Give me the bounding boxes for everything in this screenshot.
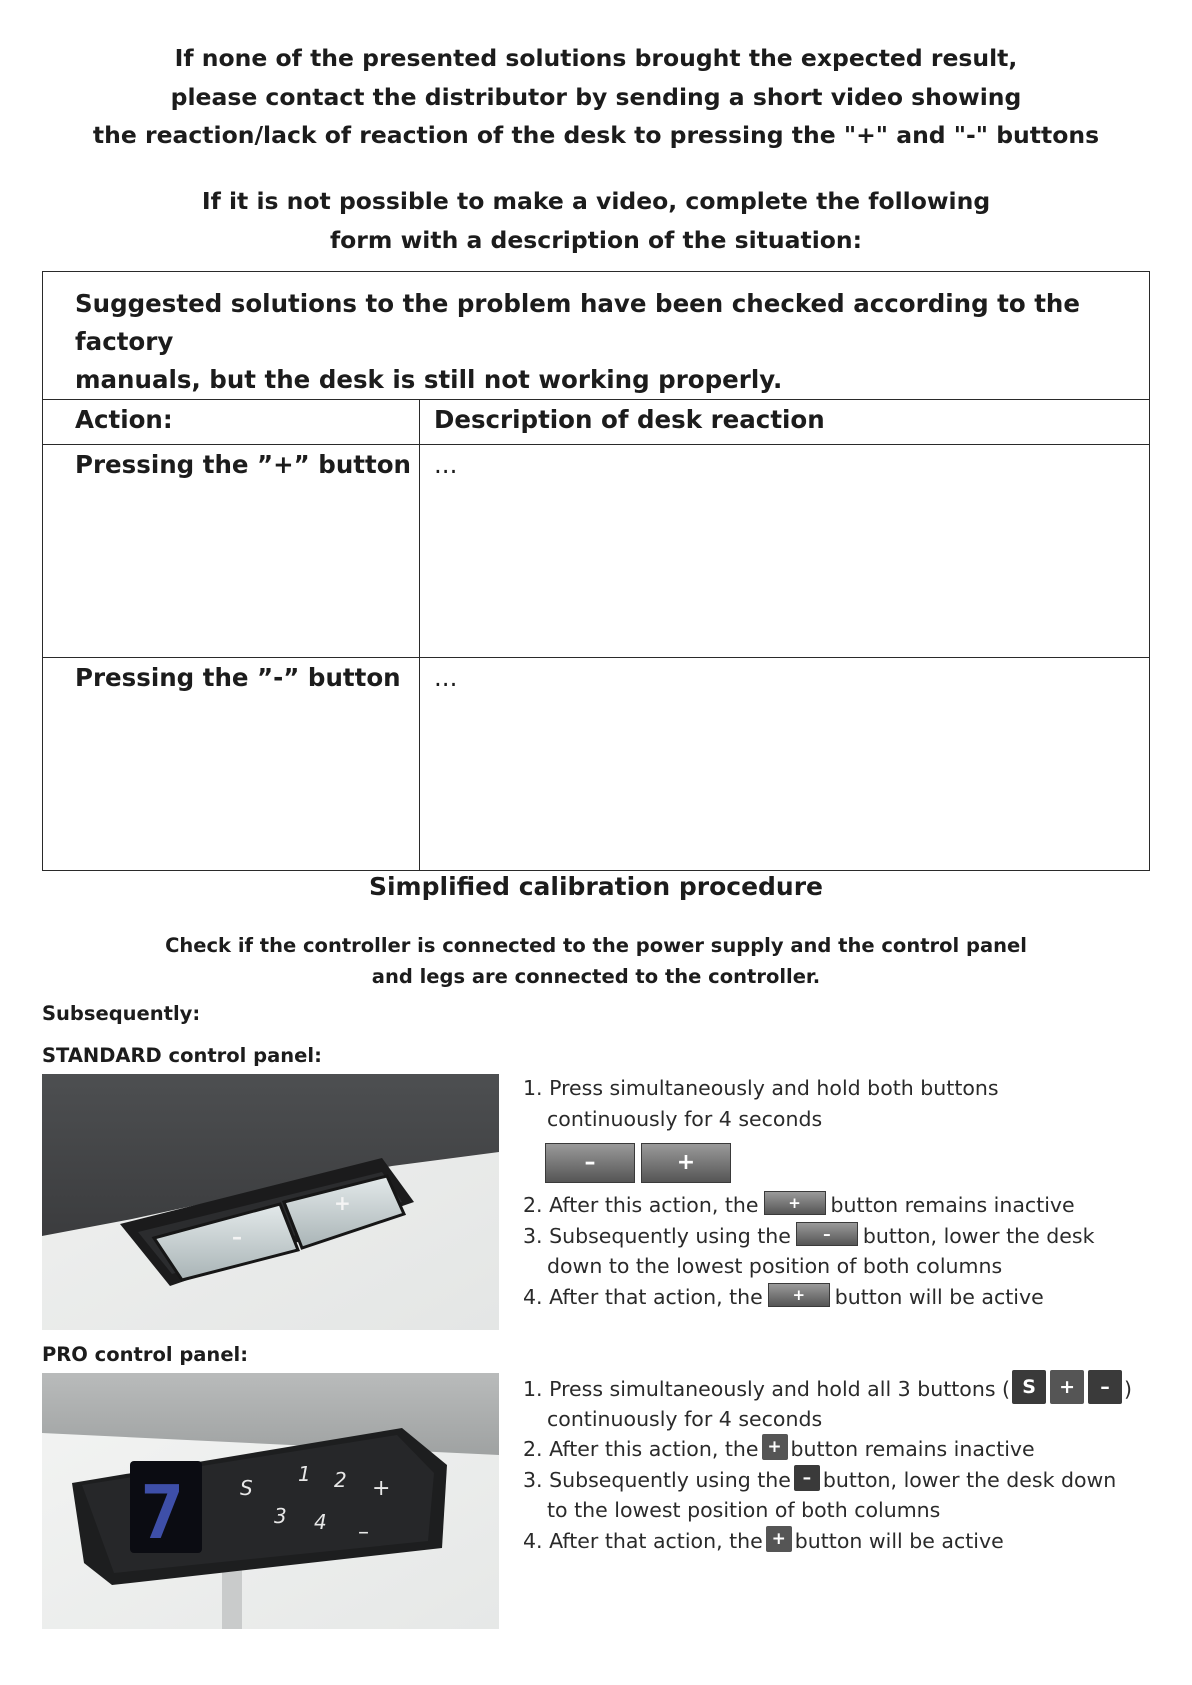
pro-steps <box>523 1373 1132 1556</box>
standard-button-pair <box>523 1134 1094 1190</box>
column-header-description: Description of desk reaction <box>420 400 1150 445</box>
situation-form <box>42 271 1150 871</box>
standard-panel-photo <box>42 1074 499 1330</box>
check-line: Check if the controller is connected to the power supply and the control panel <box>165 934 1027 957</box>
check-instructions <box>0 931 1192 992</box>
pro-step-2 <box>523 1434 1132 1465</box>
standard-step-2 <box>523 1190 1094 1221</box>
plus-button-icon: + <box>1050 1370 1084 1404</box>
minus-button-icon: – <box>794 1465 820 1491</box>
pro-key-2: 2 <box>334 1468 347 1492</box>
subsequently-label: Subsequently: <box>42 1002 201 1025</box>
step-text: button will be active <box>834 1284 1044 1309</box>
minus-button-icon: – <box>796 1222 858 1246</box>
standard-step-3 <box>523 1221 1094 1252</box>
standard-step-1-cont: continuously for 4 seconds <box>547 1106 823 1131</box>
step-text: 2. After this action, the <box>523 1193 759 1217</box>
description-cell-plus[interactable]: ... <box>420 445 1150 658</box>
pro-key-4: 4 <box>314 1510 327 1534</box>
plus-button-icon: + <box>768 1283 830 1307</box>
standard-steps <box>523 1073 1094 1312</box>
pro-key-minus: – <box>358 1520 369 1545</box>
intro-paragraph-2 <box>0 182 1192 259</box>
check-line: and legs are connected to the controller. <box>371 964 821 988</box>
standard-step-3-cont: down to the lowest position of both columns <box>547 1254 1003 1278</box>
step-text: 4. After that action, the <box>523 1284 763 1309</box>
pro-step-1 <box>523 1373 1132 1404</box>
step-text: 1. Press simultaneously and hold all 3 buttons ( <box>523 1377 1011 1401</box>
step-text: 3. Subsequently using the <box>523 1223 791 1248</box>
step-text: button, lower the desk down <box>822 1467 1117 1492</box>
plus-button-icon: + <box>641 1143 731 1183</box>
pro-key-1: 1 <box>298 1462 311 1486</box>
standard-panel-label: STANDARD control panel: <box>42 1044 322 1067</box>
pro-step-4 <box>523 1526 1132 1557</box>
pro-key-s: S <box>240 1476 253 1500</box>
pro-step-3-cont: to the lowest position of both columns <box>547 1498 941 1522</box>
svg-text:–: – <box>232 1225 242 1249</box>
pro-key-3: 3 <box>274 1504 287 1528</box>
form-header-line: manuals, but the desk is still not working properly. <box>75 365 783 394</box>
s-button-icon: S <box>1012 1370 1046 1404</box>
step-text: button, lower the desk <box>862 1223 1095 1248</box>
step-text: button remains inactive <box>830 1193 1075 1217</box>
step-text: 4. After that action, the <box>523 1528 763 1553</box>
plus-button-icon: + <box>762 1434 788 1460</box>
description-cell-minus[interactable]: ... <box>420 658 1150 871</box>
step-text: button will be active <box>794 1528 1004 1553</box>
pro-display-digit: 7 <box>140 1470 185 1556</box>
intro-line: form with a description of the situation: <box>329 225 863 254</box>
intro-line: please contact the distributor by sending a short video showing <box>170 82 1022 111</box>
minus-button-icon: – <box>545 1143 635 1183</box>
pro-step-1-cont: continuously for 4 seconds <box>547 1406 823 1431</box>
calibration-title: Simplified calibration procedure <box>368 872 824 901</box>
standard-step-1: 1. Press simultaneously and hold both buttons <box>523 1076 999 1100</box>
pro-key-plus: + <box>372 1476 391 1501</box>
step-text: button remains inactive <box>790 1437 1035 1461</box>
plus-button-icon: + <box>766 1526 792 1552</box>
step-text: 3. Subsequently using the <box>523 1467 791 1492</box>
minus-button-icon: – <box>1088 1370 1122 1404</box>
standard-step-4 <box>523 1282 1094 1313</box>
column-header-action: Action: <box>43 400 420 445</box>
step-text: ) <box>1124 1377 1133 1401</box>
form-header <box>43 272 1150 400</box>
pro-panel-photo <box>42 1373 499 1629</box>
action-cell-minus: Pressing the ”-” button <box>43 658 420 871</box>
pro-panel-label: PRO control panel: <box>42 1343 249 1366</box>
plus-button-icon: + <box>764 1191 826 1215</box>
step-text: 2. After this action, the <box>523 1437 759 1461</box>
action-cell-plus: Pressing the ”+” button <box>43 445 420 658</box>
intro-line: If none of the presented solutions brought the expected result, <box>174 44 1018 72</box>
pro-step-3 <box>523 1465 1132 1496</box>
form-header-line: Suggested solutions to the problem have been checked according to the factory <box>75 289 1080 356</box>
intro-line: If it is not possible to make a video, complete the following <box>201 187 991 215</box>
intro-line: the reaction/lack of reaction of the desk to pressing the "+" and "-" buttons <box>92 121 1100 149</box>
svg-text:+: + <box>334 1191 351 1215</box>
intro-paragraph <box>0 39 1192 155</box>
